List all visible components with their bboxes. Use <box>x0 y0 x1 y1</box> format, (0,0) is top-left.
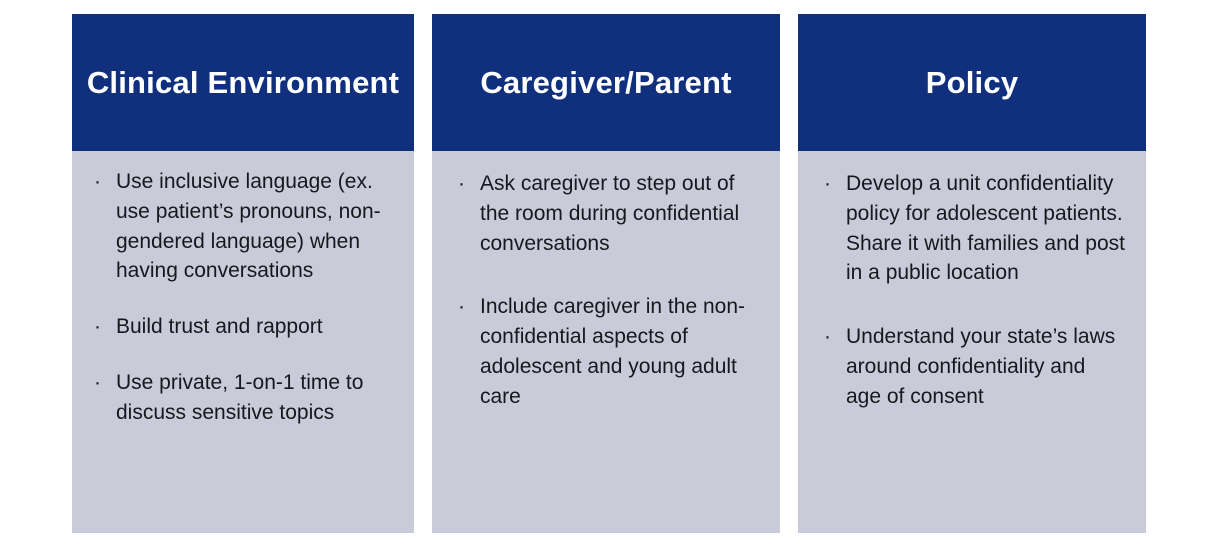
list-item <box>820 169 1126 288</box>
list-item-text: Use private, 1-on-1 time to discuss sensitive topics <box>116 371 364 424</box>
column-title-clinical-environment: Clinical Environment <box>72 14 414 151</box>
list-item-text: Include caregiver in the non-confidential aspects of adolescent and young adult care <box>480 295 745 408</box>
bullet-list-caregiver-parent <box>454 169 760 412</box>
bullet-dot-icon: · <box>94 371 101 395</box>
column-body-policy <box>798 151 1146 533</box>
list-item <box>820 322 1126 411</box>
bullet-dot-icon: · <box>824 325 831 349</box>
list-item <box>90 368 394 428</box>
list-item <box>454 169 760 258</box>
bullet-dot-icon: · <box>824 172 831 195</box>
list-item <box>90 312 394 342</box>
list-item-text: Develop a unit confidentiality policy for adolescent patients. Share it with families and post in a public location <box>846 172 1125 285</box>
column-body-caregiver-parent <box>432 151 780 533</box>
bullet-dot-icon: · <box>458 295 465 319</box>
column-title-caregiver-parent: Caregiver/Parent <box>432 14 780 151</box>
column-policy <box>798 14 1146 533</box>
bullet-list-policy <box>820 169 1126 412</box>
column-body-clinical-environment <box>72 151 414 533</box>
list-item-text: Understand your state’s laws around confidentiality and age of consent <box>846 325 1116 408</box>
bullet-dot-icon: · <box>94 170 101 193</box>
column-clinical-environment <box>72 14 414 533</box>
bullet-dot-icon: · <box>94 315 101 339</box>
bullet-dot-icon: · <box>458 172 465 195</box>
bullet-list-clinical-environment <box>90 167 394 428</box>
column-caregiver-parent <box>432 14 780 533</box>
list-item <box>90 167 394 286</box>
column-title-policy: Policy <box>798 14 1146 151</box>
list-item <box>454 292 760 411</box>
list-item-text: Use inclusive language (ex. use patient’s pronouns, non-gendered language) when having conversations <box>116 170 381 283</box>
list-item-text: Build trust and rapport <box>116 315 323 339</box>
list-item-text: Ask caregiver to step out of the room during confidential conversations <box>480 172 740 255</box>
